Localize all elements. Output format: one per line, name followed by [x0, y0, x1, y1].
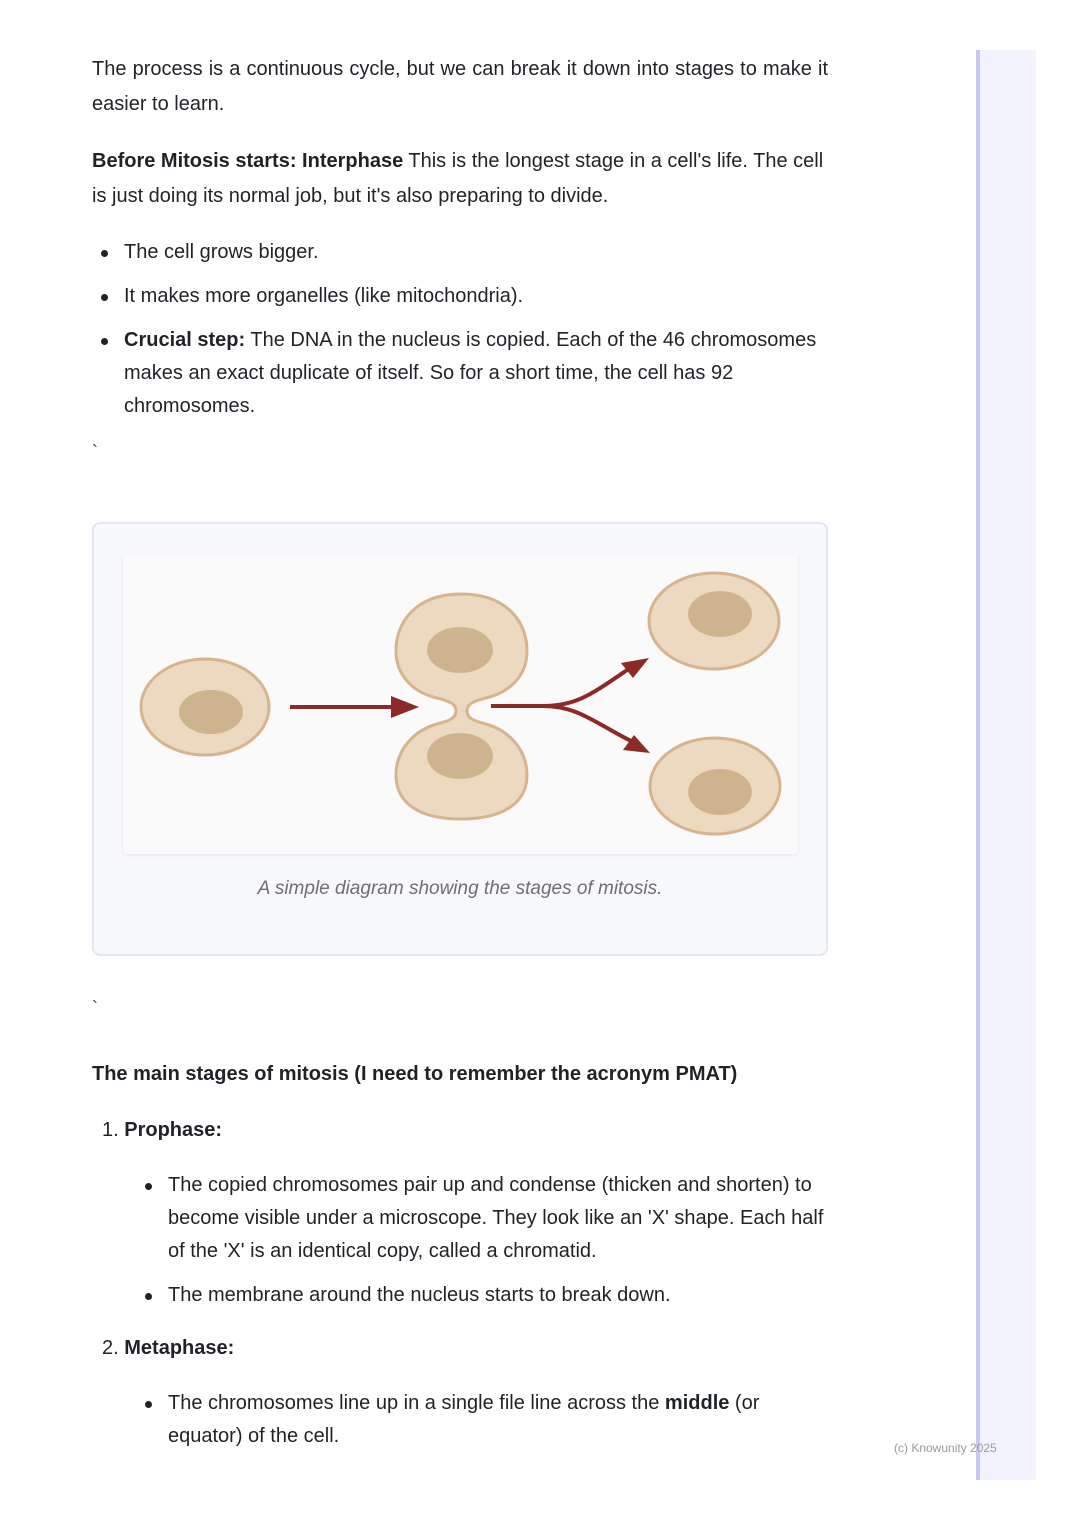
- list-item: It makes more organelles (like mitochondria).: [92, 280, 828, 313]
- copyright-notice: (c) Knowunity 2025: [894, 1441, 997, 1455]
- parent-nucleus: [179, 690, 243, 734]
- middle-emphasis: middle: [664, 1392, 730, 1414]
- page-sidebar: [976, 50, 1036, 1480]
- arrow-split-lower: [543, 706, 631, 741]
- stage-title: 2. Metaphase:: [102, 1337, 235, 1359]
- stage-prophase: [102, 1114, 828, 1323]
- interphase-heading: Before Mitosis starts: Interphase: [92, 150, 404, 172]
- dividing-nucleus-top: [427, 627, 493, 673]
- interphase-paragraph: [92, 144, 828, 214]
- stray-mark: `: [92, 442, 98, 462]
- dividing-nucleus-bottom: [427, 733, 493, 779]
- mitosis-diagram: [123, 553, 798, 854]
- stages-heading: The main stages of mitosis (I need to remember the acronym PMAT): [92, 1063, 738, 1085]
- mitosis-figure: [92, 522, 828, 956]
- list-item: The copied chromosomes pair up and condense (thicken and shorten) to become visible under a microscope. They look like an 'X' shape. Each half of the 'X' is an identical copy, called a chromatid.: [136, 1169, 828, 1268]
- arrow-head-2: [621, 658, 649, 678]
- metaphase-bullet-list: [136, 1387, 828, 1453]
- arrow-head-1: [391, 696, 419, 718]
- figure-caption: A simple diagram showing the stages of mitosis.: [257, 878, 663, 899]
- interphase-bullet-list: [92, 236, 828, 434]
- crucial-step-label: Crucial step:: [124, 329, 246, 351]
- interphase-text: This is the longest stage in a cell's life. The cell is just doing its normal job, but it's also preparing to divide.: [92, 150, 824, 207]
- stray-mark: `: [92, 998, 98, 1018]
- daughter-nucleus-top: [688, 591, 752, 637]
- stage-title: 1. Prophase:: [102, 1119, 223, 1141]
- prophase-bullet-list: [136, 1169, 828, 1312]
- stage-metaphase: [102, 1332, 828, 1464]
- list-item: Crucial step: The DNA in the nucleus is copied. Each of the 46 chromosomes makes an exact duplicate of itself. So for a short time, the cell has 92 chromosomes.: [92, 324, 828, 423]
- list-item: The chromosomes line up in a single file line across the middle (or equator) of the cell.: [136, 1387, 828, 1453]
- mitosis-diagram-svg: [123, 553, 798, 854]
- list-item: The membrane around the nucleus starts to break down.: [136, 1279, 828, 1312]
- intro-paragraph: The process is a continuous cycle, but we can break it down into stages to make it easier to learn.: [92, 58, 828, 115]
- daughter-nucleus-bottom: [688, 769, 752, 815]
- list-item: The cell grows bigger.: [92, 236, 828, 269]
